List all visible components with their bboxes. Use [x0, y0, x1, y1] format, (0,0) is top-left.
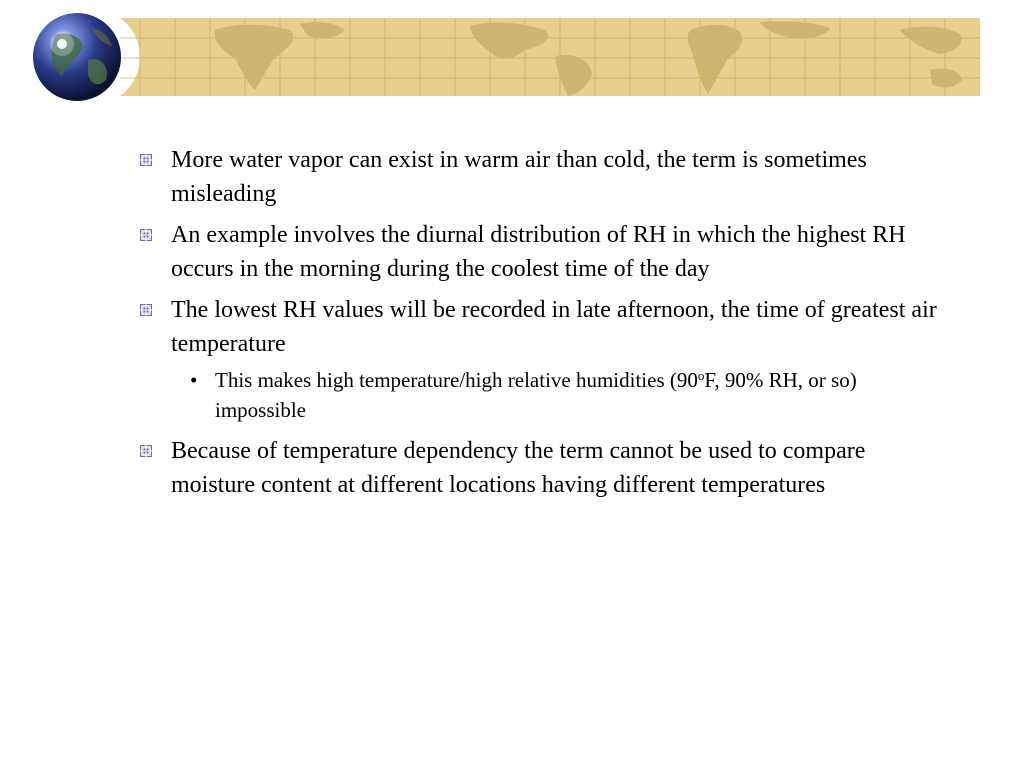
bullet-item [140, 293, 940, 361]
square-bullet-icon [140, 229, 152, 241]
square-bullet-icon [140, 445, 152, 457]
square-bullet-icon [140, 154, 152, 166]
bullet-text: More water vapor can exist in warm air than cold, the term is sometimes misleading [171, 147, 867, 207]
bullet-text: An example involves the diurnal distribution of RH in which the highest RH occurs in the morning during the coolest time of the day [171, 222, 906, 282]
bullet-text: The lowest RH values will be recorded in late afternoon, the time of greatest air temperature [171, 297, 937, 357]
sub-bullet-item [140, 365, 940, 425]
sub-bullet-text-before: This makes high temperature/high relative humidities (90 [215, 368, 698, 392]
bullet-item [140, 218, 940, 286]
sub-bullet-marker: • [190, 368, 198, 392]
bullet-item [140, 434, 940, 502]
degree-superscript: o [697, 368, 705, 383]
world-map-banner [0, 0, 1024, 110]
sub-bullet-text-after: F, 90% RH, or so) impossible [215, 368, 857, 422]
bullet-text: Because of temperature dependency the term cannot be used to compare moisture content at different locations having different temperatures [171, 438, 866, 498]
bullet-item [140, 143, 940, 211]
square-bullet-icon [140, 304, 152, 316]
globe-icon [33, 13, 121, 101]
bullet-list [140, 143, 940, 509]
